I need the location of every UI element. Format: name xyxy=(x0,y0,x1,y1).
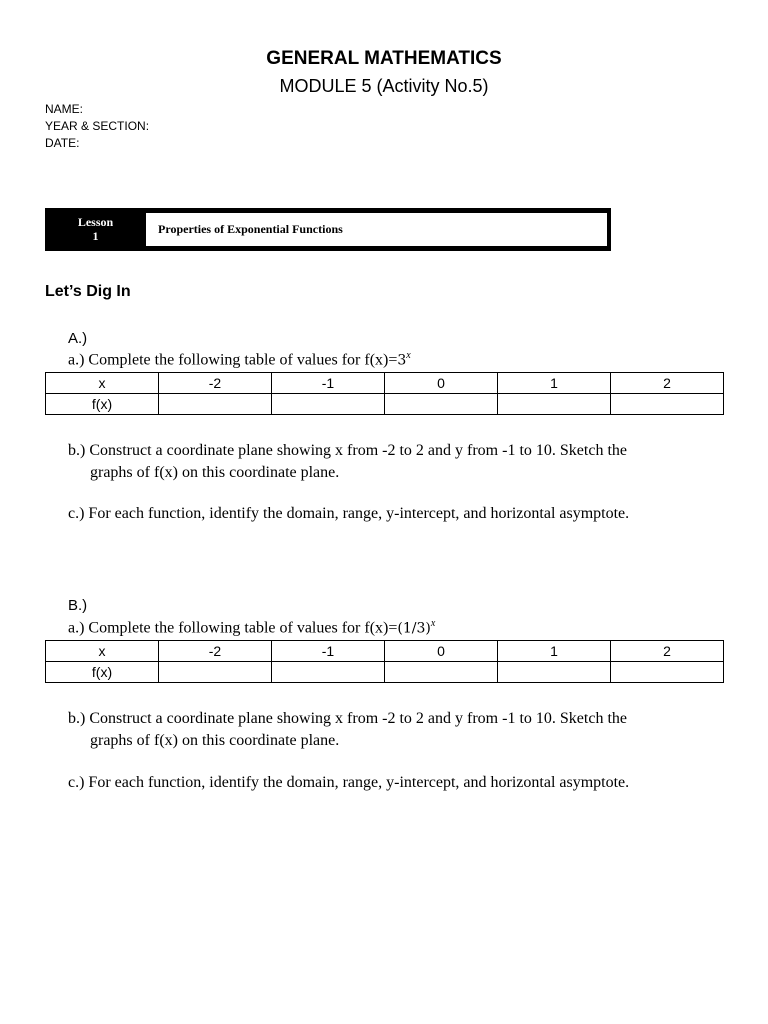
document-subtitle: MODULE 5 (Activity No.5) xyxy=(279,76,489,96)
table-cell: -2 xyxy=(159,641,272,662)
year-section-label: YEAR & SECTION: xyxy=(45,119,150,133)
part-b-function-exponent: x xyxy=(430,618,436,629)
part-a-instruction-b xyxy=(68,440,708,484)
part-b-function-base: (1/3) xyxy=(397,620,431,637)
table-cell: x xyxy=(46,641,159,662)
part-a-label: A.) xyxy=(68,330,88,347)
table-cell: 0 xyxy=(385,641,498,662)
part-a-function-base: 3 xyxy=(397,352,407,369)
table-cell: 2 xyxy=(611,373,724,394)
table-answer-cell[interactable] xyxy=(385,662,498,683)
part-b-instruction-b xyxy=(68,708,708,752)
table-row xyxy=(46,662,724,683)
table-row xyxy=(46,394,724,415)
table-answer-cell[interactable] xyxy=(159,394,272,415)
lesson-number-label xyxy=(50,212,141,247)
document-title: GENERAL MATHEMATICS xyxy=(266,48,502,69)
part-a-instruction-b-line1: b.) Construct a coordinate plane showing x from -2 to 2 and y from -1 to 10. Sketch the xyxy=(68,442,627,459)
part-a-instruction-c: c.) For each function, identify the domain, range, y-intercept, and horizontal asymptote. xyxy=(68,505,630,522)
table-answer-cell[interactable] xyxy=(272,394,385,415)
lesson-title: Properties of Exponential Functions xyxy=(158,222,343,236)
date-label: DATE: xyxy=(45,136,80,150)
table-cell: 0 xyxy=(385,373,498,394)
table-header-row xyxy=(46,641,724,662)
table-answer-cell[interactable] xyxy=(159,662,272,683)
part-b-instruction-a-text: a.) Complete the following table of values for f(x)= xyxy=(68,619,398,637)
table-answer-cell[interactable] xyxy=(498,394,611,415)
table-cell: -1 xyxy=(272,373,385,394)
lesson-label-number: 1 xyxy=(92,229,99,243)
part-b-values-table xyxy=(45,640,724,683)
section-heading: Let’s Dig In xyxy=(45,283,131,300)
part-a-instruction-a xyxy=(68,350,411,369)
table-answer-cell[interactable] xyxy=(272,662,385,683)
part-b-instruction-b-line1: b.) Construct a coordinate plane showing x from -2 to 2 and y from -1 to 10. Sketch the xyxy=(68,710,627,727)
table-answer-cell[interactable] xyxy=(385,394,498,415)
part-b-instruction-b-line2: graphs of f(x) on this coordinate plane. xyxy=(90,732,340,749)
lesson-label-word: Lesson xyxy=(77,215,114,229)
part-b-instruction-a xyxy=(68,618,435,637)
part-a-instruction-a-text: a.) Complete the following table of values for f(x)= xyxy=(68,351,398,369)
part-a-values-table xyxy=(45,372,724,415)
part-a-function-exponent: x xyxy=(406,350,411,361)
table-cell: f(x) xyxy=(46,662,159,683)
table-cell: 1 xyxy=(498,641,611,662)
table-answer-cell[interactable] xyxy=(498,662,611,683)
table-cell: 2 xyxy=(611,641,724,662)
table-cell: f(x) xyxy=(46,394,159,415)
table-cell: -1 xyxy=(272,641,385,662)
part-b-instruction-c: c.) For each function, identify the domain, range, y-intercept, and horizontal asymptote. xyxy=(68,774,630,791)
table-cell: -2 xyxy=(159,373,272,394)
name-label: NAME: xyxy=(45,102,84,116)
table-cell: x xyxy=(46,373,159,394)
part-a-instruction-b-line2: graphs of f(x) on this coordinate plane. xyxy=(90,464,340,481)
part-b-label: B.) xyxy=(68,597,88,614)
table-header-row xyxy=(46,373,724,394)
table-answer-cell[interactable] xyxy=(611,394,724,415)
table-cell: 1 xyxy=(498,373,611,394)
table-answer-cell[interactable] xyxy=(611,662,724,683)
